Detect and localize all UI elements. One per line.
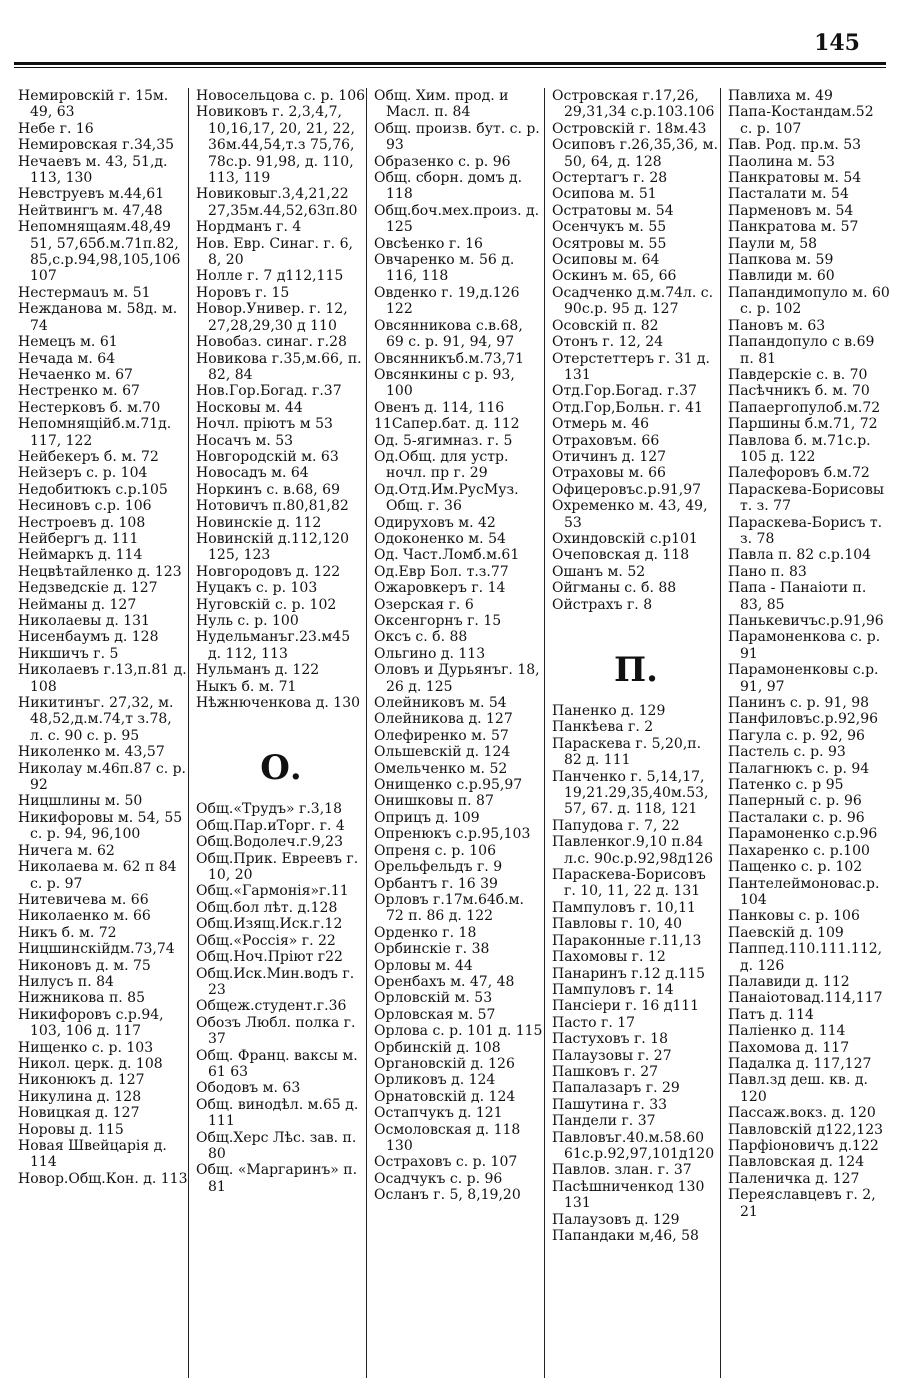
directory-entry: Од. 5-ягимназ. г. 5 xyxy=(374,432,513,449)
column-4 xyxy=(546,88,720,1378)
directory-entry: Опренюкъ с.р.95,103 xyxy=(374,826,531,843)
directory-entry: Панфиловъс.р.92,96 xyxy=(728,711,879,728)
directory-entry: Обозъ Любл. полка г. 37 xyxy=(196,1014,356,1048)
directory-entry: Папандимопуло м. 60 с. р. 102 xyxy=(728,284,890,318)
directory-entry: Нудельманъг.23.м45 д. 112, 113 xyxy=(196,629,351,662)
directory-entry: Общ. Хим. прод. и Масл. п. 84 xyxy=(374,88,509,121)
directory-entry: Од.Отд.Им.РусМуз. Общ. г. 36 xyxy=(374,481,519,515)
directory-entry: Нищенко с. р. 103 xyxy=(18,1039,154,1056)
directory-entry: Параскева-Борисовъ г. 10, 11, 22 д. 131 xyxy=(552,867,706,900)
directory-entry: Немировская г.34,35 xyxy=(18,137,175,154)
directory-entry: Никулина д. 128 xyxy=(18,1088,142,1105)
directory-entry: Палефоровъ б.м.72 xyxy=(728,465,870,482)
directory-entry: Паліенко д. 114 xyxy=(728,1023,846,1040)
directory-entry: Ольшевскій д. 124 xyxy=(374,744,511,761)
directory-entry: Нульманъ д. 122 xyxy=(196,662,320,679)
directory-entry: Новобаз. синаг. г.28 xyxy=(196,334,347,351)
directory-entry: Отичинъ д. 127 xyxy=(552,448,667,465)
page-number: 145 xyxy=(814,30,860,56)
directory-entry: Немировскій г. 15м. 49, 63 xyxy=(18,88,169,121)
directory-entry: Пасѣшниченкод 130 131 xyxy=(552,1178,705,1212)
directory-entry: Никъ б. м. 72 xyxy=(18,924,117,941)
directory-entry: Оксъ с. б. 88 xyxy=(374,629,468,646)
directory-entry: Палаузовъ д. 129 xyxy=(552,1211,680,1228)
directory-entry: Новгородскій м. 63 xyxy=(196,448,339,465)
directory-entry: Олефиренко м. 57 xyxy=(374,727,509,744)
directory-entry: Никитинъг. 27,32, м. 48,52,д.м.74,т з.78, л. с. 90 с. р. 95 xyxy=(18,695,174,744)
directory-entry: Оскинъ м. 65, 66 xyxy=(552,268,677,285)
directory-entry: Пасто г. 17 xyxy=(552,1014,636,1031)
directory-entry: Ницшлины м. 50 xyxy=(18,793,143,810)
directory-entry: Осмоловская д. 118 130 xyxy=(374,1121,521,1154)
directory-columns xyxy=(12,88,890,1378)
directory-entry: Осадченко д.м.74л. с. 90с.р. 95 д. 127 xyxy=(552,284,714,318)
directory-entry: Паненко д. 129 xyxy=(552,703,666,719)
directory-entry: Павловскій д122,123 xyxy=(728,1121,884,1138)
directory-entry: Панковы с. р. 106 xyxy=(728,908,860,925)
directory-entry: Павла п. 82 с.р.104 xyxy=(728,547,872,564)
directory-entry: Непомнящійб.м.71д. 117, 122 xyxy=(18,416,172,449)
directory-entry: Ойстрахъ г. 8 xyxy=(552,596,653,613)
directory-entry: Общ.Водолеч.г.9,23 xyxy=(196,834,343,851)
directory-entry: Орденко г. 18 xyxy=(374,924,477,941)
directory-entry: Папкова м. 59 xyxy=(728,252,834,269)
directory-entry: Недобитюкъ с.р.105 xyxy=(18,481,168,498)
directory-entry: Пасталати м. 54 xyxy=(728,186,849,203)
directory-entry: Небе г. 16 xyxy=(18,120,94,137)
directory-entry: Николаева м. 62 п 84 с. р. 97 xyxy=(18,859,177,892)
directory-entry: Новосельцова с. р. 106 xyxy=(196,88,366,104)
directory-entry: Орбантъ г. 16 39 xyxy=(374,875,498,892)
directory-entry: Орловская м. 57 xyxy=(374,1006,496,1023)
directory-entry: Нейбергъ д. 111 xyxy=(18,530,139,547)
directory-entry: Оловъ и Дурьянъг. 18, 26 д. 125 xyxy=(374,662,540,695)
directory-entry: Общ.Прик. Евреевъ г. 10, 20 xyxy=(196,850,359,884)
directory-entry: Пантелеймоновас.р. 104 xyxy=(728,875,880,908)
directory-entry: Пастель с. р. 93 xyxy=(728,744,846,761)
directory-entry: Нейманы д. 127 xyxy=(18,596,137,613)
directory-entry: Никонюкъ д. 127 xyxy=(18,1072,145,1089)
directory-entry: Новинскіе д. 112 xyxy=(196,514,322,531)
directory-entry: Орловскій м. 53 xyxy=(374,990,493,1007)
directory-entry: Паперный с. р. 96 xyxy=(728,793,862,810)
directory-entry: Осиповъ г.26,35,36, м. 50, 64, д. 128 xyxy=(552,137,719,170)
directory-entry: Орликовъ д. 124 xyxy=(374,1072,496,1089)
directory-entry: Общ.Изящ.Иск.г.12 xyxy=(196,916,343,933)
directory-entry: Папандопуло с в.69 п. 81 xyxy=(728,334,875,367)
directory-entry: Николаевы д. 131 xyxy=(18,613,150,629)
directory-entry: Параскева-Борисъ т. з. 78 xyxy=(728,514,883,547)
directory-entry: 11Сапер.бат. д. 112 xyxy=(374,416,520,433)
directory-entry: Нов. Евр. Синаг. г. 6, 8, 20 xyxy=(196,235,353,269)
directory-entry: Овсѣенко г. 16 xyxy=(374,235,483,252)
directory-entry: Норовы д. 115 xyxy=(18,1121,124,1138)
directory-entry: Новицкая д. 127 xyxy=(18,1105,140,1122)
directory-entry: Нѣжнюченкова д. 130 xyxy=(196,695,361,712)
directory-entry: Осипова м. 51 xyxy=(552,186,657,203)
directory-entry: Общ.«Россія» г. 22 xyxy=(196,932,336,949)
directory-entry: Паолина м. 53 xyxy=(728,153,835,170)
directory-entry: Паули м, 58 xyxy=(728,235,818,252)
directory-entry: Оксенгорнъ г. 15 xyxy=(374,613,502,629)
directory-entry: Оприцъ д. 109 xyxy=(374,809,480,826)
directory-entry: Нечаевъ м. 43, 51,д. 113, 130 xyxy=(18,153,168,187)
directory-entry: Ночл. пріютъ м 53 xyxy=(196,416,333,433)
directory-entry: Папандаки м,46, 58 xyxy=(552,1228,699,1244)
directory-entry: Панченко г. 5,14,17, 19,21.29,35,40м.53, 57, 67. д. 118, 121 xyxy=(552,768,709,818)
directory-entry: Общ. сборн. домъ д. 118 xyxy=(374,170,523,203)
directory-entry: Офицеровъс.р.91,97 xyxy=(552,481,702,498)
directory-entry: Пагула с. р. 92, 96 xyxy=(728,727,865,744)
directory-entry: Папа - Панаіоти п. 83, 85 xyxy=(728,580,867,613)
directory-entry: Общ. винодѣл. м.65 д. 111 xyxy=(196,1096,359,1130)
directory-entry: Орлова с. р. 101 д. 115 xyxy=(374,1023,543,1040)
directory-entry: Ныкъ б. м. 71 xyxy=(196,678,297,695)
directory-entry: Павловъг.40.м.58.60 61с.р.92,97,101д120 xyxy=(552,1129,715,1162)
column-1 xyxy=(12,88,188,1378)
directory-entry: Пахомовы г. 12 xyxy=(552,949,666,966)
directory-entry: Нолле г. 7 д112,115 xyxy=(196,268,344,285)
directory-entry: Павлиди м. 60 xyxy=(728,268,835,285)
directory-entry: Николаенко м. 66 xyxy=(18,908,151,925)
directory-entry: Нежданова м. 58д. м. 74 xyxy=(18,301,178,334)
directory-entry: Новиковъ г. 2,3,4,7, 10,16,17, 20, 21, 22, 36м.44,54,т.з 75,76, 78с.р. 91,98, д. 110, 113, 119 xyxy=(196,104,355,187)
directory-entry: Паршины б.м.71, 72 xyxy=(728,416,878,433)
directory-entry: Пахаренко с. р.100 xyxy=(728,842,870,859)
column-divider xyxy=(720,88,721,1378)
directory-entry: Овсянникова с.в.68, 69 с. р. 91, 94, 97 xyxy=(374,317,523,351)
directory-entry: Пандели г. 37 xyxy=(552,1113,656,1130)
directory-entry: Панаринъ г.12 д.115 xyxy=(552,965,706,982)
directory-entry: Никоновъ д. м. 75 xyxy=(18,957,151,974)
directory-entry: Паленичка д. 127 xyxy=(728,1170,860,1187)
directory-entry: Недзведскіе д. 127 xyxy=(18,580,158,597)
directory-entry: Пастуховъ г. 18 xyxy=(552,1031,668,1048)
directory-entry: Пашковъ г. 27 xyxy=(552,1063,659,1080)
directory-entry: Отд.Гор,Больн. г. 41 xyxy=(552,399,703,416)
directory-entry: Охременко м. 43, 49, 53 xyxy=(552,498,708,531)
directory-entry: Нестермаuъ м. 51 xyxy=(18,284,151,301)
directory-entry: Общ.Ноч.Пріют г22 xyxy=(196,949,343,966)
directory-entry: Паппед.110.111.112, д. 126 xyxy=(728,941,883,974)
directory-entry: Образенко с. р. 96 xyxy=(374,153,511,170)
directory-entry: Парамоненкова с. р. 91 xyxy=(728,629,881,662)
directory-entry: Павлова б. м.71с.р. 105 д. 122 xyxy=(728,432,871,465)
directory-entry: Орловы м. 44 xyxy=(374,957,473,974)
directory-entry: Нейзеръ с. р. 104 xyxy=(18,465,148,482)
directory-entry: Парамоненковы с.р. 91, 97 xyxy=(728,662,879,695)
directory-entry: Папаергопулоб.м.72 xyxy=(728,399,881,416)
directory-entry: Ойгманы с. б. 88 xyxy=(552,580,677,597)
directory-entry: Общ.Иск.Мин.водъ г. 23 xyxy=(196,965,355,998)
column-5 xyxy=(722,88,890,1378)
directory-entry: Панкратова м. 57 xyxy=(728,219,859,236)
directory-entry: Немецъ м. 61 xyxy=(18,334,118,351)
directory-entry: Остратовы м. 54 xyxy=(552,202,674,219)
directory-entry: Овсянникъб.м.73,71 xyxy=(374,350,524,367)
directory-entry: Парменовъ м. 54 xyxy=(728,202,854,219)
directory-entry: Пано п. 83 xyxy=(728,563,807,580)
directory-entry: Осланъ г. 5, 8,19,20 xyxy=(374,1187,521,1204)
directory-entry: Панькевичъс.р.91,96 xyxy=(728,613,884,629)
directory-entry: Общ.«Трудъ» г.3,18 xyxy=(196,801,342,818)
directory-entry: Пасталаки с. р. 96 xyxy=(728,809,865,826)
directory-entry: Павлов. злан. г. 37 xyxy=(552,1162,692,1179)
directory-entry: Павловская д. 124 xyxy=(728,1154,865,1171)
directory-entry: Осенчукъ м. 55 xyxy=(552,219,667,236)
directory-entry: Невструевъ м.44,61 xyxy=(18,186,165,203)
directory-entry: Новор.Универ. г. 12, 27,28,29,30 д 110 xyxy=(196,301,348,334)
directory-entry: Папа-Костандам.52 с. р. 107 xyxy=(728,104,874,137)
directory-entry: Олейникова д. 127 xyxy=(374,711,513,728)
directory-entry: Ошанъ м. 52 xyxy=(552,563,646,580)
directory-entry: Овденко г. 19,д.126 122 xyxy=(374,284,520,318)
directory-entry: Новикова г.35,м.66, п. 82, 84 xyxy=(196,350,362,383)
directory-entry: Параконные г.11,13 xyxy=(552,932,702,949)
directory-entry: Общ.«Гармонія»г.11 xyxy=(196,883,349,900)
directory-entry: Неймаркъ д. 114 xyxy=(18,547,143,564)
section-letter: П. xyxy=(614,650,658,690)
directory-entry: Патенко с. р 95 xyxy=(728,777,844,794)
directory-entry: Осиповы м. 64 xyxy=(552,252,660,269)
directory-entry: Нечаенко м. 67 xyxy=(18,366,133,383)
directory-entry: Паевскій д. 109 xyxy=(728,924,844,941)
section-letter: О. xyxy=(260,748,302,789)
directory-entry: Новгородовъ д. 122 xyxy=(196,563,341,580)
directory-entry: Общ.боч.мех.произ. д. 125 xyxy=(374,202,540,236)
directory-entry: Нечада м. 64 xyxy=(18,350,116,367)
directory-entry: Папалазаръ г. 29 xyxy=(552,1080,680,1097)
directory-entry: Норкинъ с. в.68, 69 xyxy=(196,481,340,498)
directory-entry: Носачъ м. 53 xyxy=(196,432,294,449)
directory-entry: Органовскій д. 126 xyxy=(374,1055,515,1072)
directory-entry: Николенко м. 43,57 xyxy=(18,744,165,761)
directory-entry: Ожаровкеръ г. 14 xyxy=(374,580,506,597)
directory-entry: Пассаж.вокз. д. 120 xyxy=(728,1105,876,1122)
directory-entry: Общ. произв. бут. с. р. 93 xyxy=(374,120,540,154)
directory-entry: Ольгино д. 113 xyxy=(374,645,486,662)
directory-entry: Падалка д. 117,127 xyxy=(728,1055,872,1072)
directory-entry: Нисенбаумъ д. 128 xyxy=(18,629,159,646)
directory-entry: Орнатовскій д. 124 xyxy=(374,1088,516,1105)
directory-entry: Отраховы м. 66 xyxy=(552,465,666,482)
directory-entry: Николау м.46п.87 с. р. 92 xyxy=(18,760,186,794)
directory-entry: Пахомова д. 117 xyxy=(728,1039,850,1056)
directory-entry: Пановъ м. 63 xyxy=(728,317,826,334)
directory-entry: Овсянкины с р. 93, 100 xyxy=(374,366,515,400)
column-3 xyxy=(368,88,544,1378)
directory-entry: Очеповская д. 118 xyxy=(552,547,690,564)
header-rule xyxy=(14,62,886,68)
directory-entry: Озерская г. 6 xyxy=(374,596,474,613)
directory-entry: Николаевъ г.13,п.81 д. 108 xyxy=(18,662,187,695)
directory-entry: Оренбахъ м. 47, 48 xyxy=(374,973,515,990)
directory-entry: Нов.Гор.Богад. г.37 xyxy=(196,383,342,400)
directory-entry: Отд.Гор.Богад. г.37 xyxy=(552,383,697,400)
directory-entry: Орловъ г.17м.64б.м. 72 п. 86 д. 122 xyxy=(374,891,524,925)
directory-entry: Папудова г. 7, 22 xyxy=(552,817,680,834)
column-divider xyxy=(366,88,367,1378)
directory-entry: Общ.бол лѣт. д.128 xyxy=(196,899,338,916)
directory-entry: Ободовъ м. 63 xyxy=(196,1080,301,1097)
directory-entry: Палагнюкъ с. р. 94 xyxy=(728,760,870,777)
directory-entry: Носковы м. 44 xyxy=(196,399,303,416)
directory-entry: Никифоровы м. 54, 55 с. р. 94, 96,100 xyxy=(18,809,183,843)
column-divider xyxy=(188,88,189,1378)
directory-entry: Павловы г. 10, 40 xyxy=(552,916,682,933)
directory-entry: Павленког.9,10 п.84 л.с. 90с.р.92,98д126 xyxy=(552,834,714,867)
directory-entry: Орельфельдъ г. 9 xyxy=(374,859,503,876)
directory-entry: Нижникова п. 85 xyxy=(18,990,145,1007)
directory-entry: Островскій г. 18м.43 xyxy=(552,120,707,137)
directory-entry: Онищенко с.р.95,97 xyxy=(374,777,523,794)
directory-entry: Од.Общ. для устр. ночл. пр г. 29 xyxy=(374,448,509,482)
directory-entry: Панкратовы м. 54 xyxy=(728,170,862,187)
directory-entry: Пашутина г. 33 xyxy=(552,1096,668,1113)
directory-entry: Переяславцевъ г. 2, 21 xyxy=(728,1187,876,1220)
directory-entry: Осятровы м. 55 xyxy=(552,235,667,252)
directory-entry: Одируховъ м. 42 xyxy=(374,514,496,531)
directory-entry: Общеж.студент.г.36 xyxy=(196,998,347,1015)
directory-entry: Парфіоновичъ д.122 xyxy=(728,1138,879,1154)
directory-entry: Пащенко с. р. 102 xyxy=(728,859,863,876)
directory-entry: Панаіотовад.114,117 xyxy=(728,990,883,1007)
directory-entry: Отмерь м. 46 xyxy=(552,416,650,433)
directory-entry: Одоконенко м. 54 xyxy=(374,530,506,547)
directory-entry: Общ. «Маргаринъ» п. 81 xyxy=(196,1162,358,1195)
directory-entry: Орбинскіе г. 38 xyxy=(374,941,490,958)
directory-entry: Онишковы п. 87 xyxy=(374,793,494,810)
directory-entry: Нестренко м. 67 xyxy=(18,383,140,400)
directory-entry: Нуцакъ с. р. 103 xyxy=(196,580,318,597)
section-gap xyxy=(196,711,366,737)
column-divider xyxy=(544,88,545,1378)
directory-entry: Палаузовы г. 27 xyxy=(552,1047,672,1064)
directory-entry: Пампуловъ г. 14 xyxy=(552,981,674,998)
directory-entry: Панинъ с. р. 91, 98 xyxy=(728,695,870,712)
directory-entry: Норовъ г. 15 xyxy=(196,284,290,301)
directory-entry: Новосадъ м. 64 xyxy=(196,465,309,482)
directory-entry: Отерстеттеръ г. 31 д. 131 xyxy=(552,350,711,383)
directory-entry: Пав. Род. пр.м. 53 xyxy=(728,137,862,154)
directory-entry: Нитевичева м. 66 xyxy=(18,891,149,908)
directory-entry: Нецвѣтайленко д. 123 xyxy=(18,563,182,580)
directory-entry: Параскева-Борисовы т. з. 77 xyxy=(728,481,885,515)
directory-entry: Ничега м. 62 xyxy=(18,842,115,859)
directory-entry: Патъ д. 114 xyxy=(728,1006,814,1023)
directory-entry: Нуль с. р. 100 xyxy=(196,613,299,629)
directory-entry: Панкѣева г. 2 xyxy=(552,719,654,736)
directory-entry: Омельченко м. 52 xyxy=(374,760,508,777)
directory-entry: Опреня с. р. 106 xyxy=(374,842,496,859)
directory-entry: Пансіери г. 16 д111 xyxy=(552,998,700,1015)
directory-entry: Непомнящаям.48,49 51, 57,65б.м.71п.82, 85,с.р.94,98,105,106 107 xyxy=(18,219,181,285)
directory-entry: Охиндовскій с.р101 xyxy=(552,530,698,547)
directory-entry: Од. Част.Ломб.м.61 xyxy=(374,547,520,564)
directory-entry: Парамоненко с.р.96 xyxy=(728,826,878,843)
directory-entry: Овчаренко м. 56 д. 116, 118 xyxy=(374,252,515,285)
directory-entry: Нестерковъ б. м.70 xyxy=(18,399,161,416)
directory-entry: Нилусъ п. 84 xyxy=(18,973,114,990)
directory-entry: Новор.Общ.Кон. д. 113 xyxy=(18,1170,188,1187)
directory-entry: Од.Евр Бол. т.з.77 xyxy=(374,563,509,580)
directory-entry: Нейтвингъ м. 47,48 xyxy=(18,202,163,219)
directory-entry: Пампуловъ г. 10,11 xyxy=(552,899,696,916)
directory-entry: Нотовичъ п.80,81,82 xyxy=(196,498,349,515)
directory-entry: Никол. церк. д. 108 xyxy=(18,1055,163,1072)
directory-entry: Нестроевъ д. 108 xyxy=(18,514,146,531)
directory-entry: Параскева г. 5,20,п. 82 д. 111 xyxy=(552,735,702,769)
directory-entry: Нордманъ г. 4 xyxy=(196,219,302,236)
directory-entry: Павлиха м. 49 xyxy=(728,88,833,104)
directory-entry: Остертагъ г. 28 xyxy=(552,170,668,187)
directory-entry: Орбинскій д. 108 xyxy=(374,1039,501,1056)
directory-entry: Новая Швейцарія д. 114 xyxy=(18,1138,167,1171)
directory-entry: Новиковыг.3,4,21,22 27,35м.44,52,63п.80 xyxy=(196,186,358,219)
directory-entry: Остраховъ с. р. 107 xyxy=(374,1154,518,1171)
directory-entry: Нуговскій с. р. 102 xyxy=(196,596,337,613)
directory-entry: Палавиди д. 112 xyxy=(728,973,850,990)
directory-entry: Общ.Пар.иТорг. г. 4 xyxy=(196,817,345,834)
directory-entry: Ницшинскійдм.73,74 xyxy=(18,941,175,958)
directory-entry: Отраховъм. 66 xyxy=(552,432,660,449)
column-2 xyxy=(190,88,366,1378)
directory-entry: Олейниковъ м. 54 xyxy=(374,695,507,712)
directory-entry: Осадчукъ с. р. 96 xyxy=(374,1170,503,1187)
directory-entry: Нейбекеръ б. м. 72 xyxy=(18,448,159,465)
directory-entry: Новинскій д.112,120 125, 123 xyxy=(196,530,349,564)
directory-entry: Общ.Херс Лѣс. зав. п. 80 xyxy=(196,1129,357,1162)
directory-entry: Осовскій п. 82 xyxy=(552,317,659,334)
directory-entry: Островская г.17,26, 29,31,34 с.р.103.106 xyxy=(552,88,715,121)
directory-entry: Овенъ д. 114, 116 xyxy=(374,399,505,416)
directory-entry: Никшичъ г. 5 xyxy=(18,645,119,662)
directory-entry: Пасѣчникъ б. м. 70 xyxy=(728,383,870,400)
directory-entry: Никифоровъ с.р.94, 103, 106 д. 117 xyxy=(18,1006,164,1040)
directory-entry: Остапчукъ д. 121 xyxy=(374,1105,503,1122)
directory-entry: Павдерскіе с. в. 70 xyxy=(728,366,868,383)
section-gap xyxy=(552,613,720,639)
directory-entry: Общ. Франц. ваксы м. 61 63 xyxy=(196,1047,358,1080)
directory-entry: Павл.зд деш. кв. д. 120 xyxy=(728,1072,868,1105)
directory-entry: Отонъ г. 12, 24 xyxy=(552,334,664,351)
directory-entry: Несиновъ с.р. 106 xyxy=(18,498,152,515)
